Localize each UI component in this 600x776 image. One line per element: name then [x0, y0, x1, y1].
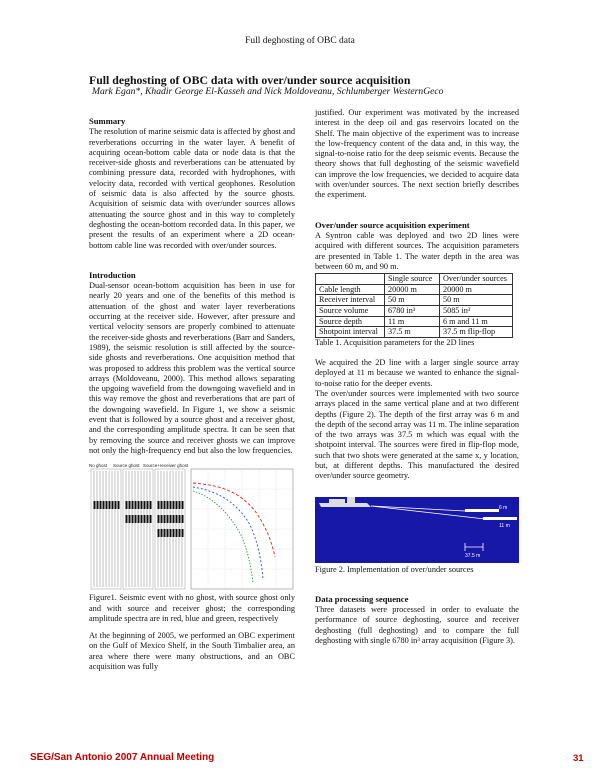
seismic-event-wiggle — [126, 515, 128, 523]
table-cell: 20000 m — [385, 284, 440, 295]
seismic-event-wiggle — [179, 529, 181, 537]
seismic-event-wiggle — [109, 501, 111, 509]
seismic-event-wiggle — [173, 515, 175, 523]
figure2-graphic — [315, 487, 519, 563]
table-row — [316, 295, 513, 306]
seismic-event-wiggle — [176, 529, 178, 537]
table-cell: Source volume — [316, 305, 385, 316]
seismic-event-wiggle — [126, 501, 128, 509]
seismic-event-wiggle — [179, 515, 181, 523]
seismic-event-wiggle — [176, 501, 178, 509]
seismic-event-wiggle — [173, 501, 175, 509]
table-cell: 37.5 m — [385, 327, 440, 338]
table-cell: Cable length — [316, 284, 385, 295]
figure2-image — [315, 487, 519, 563]
seismic-event-wiggle — [167, 529, 169, 537]
acquisition-text-2: The over/under sources were implemented with two source arrays placed in the same vertical plane and at two different depths (Figure 2). The depth of the first array was 6 m and the depth of the second array was 11 m. The inline separation of the two arrays was 37.5 m which was equal with the shotpoint interval. The sources were fired in flip-flop mode, such that two shots were generated at the same x, y location, but, at different depths. This manufactured the desired over/under source geometry. — [315, 388, 519, 481]
seismic-event-wiggle — [115, 501, 117, 509]
seismic-event-wiggle — [150, 501, 152, 509]
seismic-event-wiggle — [161, 529, 163, 537]
seismic-event-wiggle — [182, 515, 184, 523]
table-cell: 37.5 m flip-flop — [440, 327, 513, 338]
seismic-event-wiggle — [141, 515, 143, 523]
fig1-label-source-ghost: Source ghost — [113, 463, 140, 469]
introduction-text: Dual-sensor ocean-bottom acquisition has been in use for nearly 20 years and one of the benefits of this method is attenuation of the ghost and water layer reverberations occurring at the receiver side. However, after pressure and vertical velocity sensors are properly combined to attenuate the receiver-side ghosts and reverberations (Barr and Sanders, 1989), the seismic resolution is still affected by the source-side ghosts and reverberations. One acquisition method that was proposed to address this problem was the vertical source arrays (Moldoveanu, 2000). This method allows separating the upgoing wavefield from the downgoing wavefield and in this way remove the ghost and reverberations that are part of the downgoing wavefield. In Figure 1, we show a seismic event that is followed by a source ghost and a receiver ghost, and the corresponding amplitude spectra. It can be seen that by removing the source and receiver ghosts we can improve not only the high-frequency end but also the low frequencies. — [89, 281, 295, 455]
seismic-event-wiggle — [158, 515, 160, 523]
seismic-event-wiggle — [164, 501, 166, 509]
processing-heading: Data processing sequence — [315, 593, 409, 604]
seismic-event-wiggle — [106, 501, 108, 509]
seismic-event-wiggle — [135, 515, 137, 523]
paper-title: Full deghosting of OBC data with over/under source acquisition — [89, 73, 411, 87]
table-row — [316, 284, 513, 295]
seismic-event-wiggle — [118, 501, 120, 509]
seismic-event-wiggle — [182, 529, 184, 537]
seismic-event-wiggle — [176, 515, 178, 523]
seismic-event-wiggle — [158, 501, 160, 509]
figure1-graphic — [89, 461, 295, 591]
seismic-event-wiggle — [141, 501, 143, 509]
seismic-event-wiggle — [135, 501, 137, 509]
seismic-event-wiggle — [170, 501, 172, 509]
table-row — [316, 327, 513, 338]
right-column — [315, 108, 519, 646]
sea-background — [315, 487, 519, 563]
table-header-cell: Over/under sources — [440, 274, 513, 285]
sky-band — [315, 487, 519, 497]
table-cell: 6 m and 11 m — [440, 316, 513, 327]
table-cell: 6780 in³ — [385, 305, 440, 316]
seismic-event-wiggle — [112, 501, 114, 509]
table-cell: 50 m — [385, 295, 440, 306]
seismic-event-wiggle — [147, 515, 149, 523]
table-cell: Source depth — [316, 316, 385, 327]
figure2-caption: Figure 2. Implementation of over/under sources — [315, 564, 474, 574]
left-column — [89, 116, 295, 672]
table-cell: Shotpoint interval — [316, 327, 385, 338]
figure1-caption: Figure1. Seismic event with no ghost, with source ghost only and with source and receiver ghost; the corresponding amplitude spectra are in red, blue and green, respectively — [89, 593, 295, 623]
fig2-label-6m: 6 m — [499, 504, 508, 511]
overunder-text: A Syntron cable was deployed and two 2D lines were acquired with different sources. The acquisition parameters are presented in Table 1. The water depth in the area was between 60 m, and 90 m. — [315, 230, 519, 271]
overunder-heading: Over/under source acquisition experiment — [315, 219, 470, 230]
seismic-event-wiggle — [164, 529, 166, 537]
acquisition-text-1: We acquired the 2D line with a larger single source array deployed at 11 m because we wanted to enhance the signal-to-noise ratio for the deeper events. — [315, 358, 519, 388]
table-header-cell: Single source — [385, 274, 440, 285]
table-header-cell — [316, 274, 385, 285]
figure1-image — [89, 461, 295, 591]
seismic-event-wiggle — [138, 501, 140, 509]
seismic-event-wiggle — [170, 515, 172, 523]
paper-authors: Mark Egan*, Khadir George El-Kasseh and Nick Moldoveanu, Schlumberger WesternGeco — [92, 86, 444, 97]
table-cell: 5085 in³ — [440, 305, 513, 316]
seismic-event-wiggle — [182, 501, 184, 509]
seismic-event-wiggle — [161, 515, 163, 523]
running-header: Full deghosting of OBC data — [245, 36, 355, 46]
upper-source-array-icon — [465, 509, 499, 512]
seismic-event-wiggle — [167, 515, 169, 523]
acquisition-table — [315, 273, 513, 338]
seismic-event-wiggle — [97, 501, 99, 509]
seismic-event-wiggle — [100, 501, 102, 509]
table-cell: Receiver interval — [316, 295, 385, 306]
footer-meeting: SEG/San Antonio 2007 Annual Meeting — [30, 752, 215, 763]
seismic-event-wiggle — [173, 529, 175, 537]
table-cell: 20000 m — [440, 284, 513, 295]
seismic-event-wiggle — [150, 515, 152, 523]
seismic-event-wiggle — [132, 501, 134, 509]
fig2-label-37m: 37.5 m — [465, 552, 481, 559]
seismic-event-wiggle — [164, 515, 166, 523]
seismic-event-wiggle — [147, 501, 149, 509]
seismic-event-wiggle — [167, 501, 169, 509]
right-top-text: justified. Our experiment was motivated by the increased interest in the deep oil and gas reservoirs located on the Shelf. The main objective of the experiment was to increase the low-frequency content of the data and, in this way, the signal-to-noise ratio for the deep seismic events. Because the theory shows that full deghosting of the seismic wavefield can improve the low frequencies, we decided to acquire data with over/under sources. The next section briefly describes the experiment. — [315, 108, 519, 200]
table-cell: 11 m — [385, 316, 440, 327]
seismic-event-wiggle — [158, 529, 160, 537]
processing-text: Three datasets were processed in order to evaluate the performance of source deghosting, source and receiver deghosting (full deghosting) and to compare the full deghosting with single 6780 in³ array acquisition (Figure 3). — [315, 605, 519, 646]
intro-continued-text: At the beginning of 2005, we performed an OBC experiment on the Gulf of Mexico Shelf, in the South Timbalier area, an area where there were many obstructions, and an OBC acquisition was fully — [89, 631, 295, 671]
introduction-heading: Introduction — [89, 269, 136, 280]
seismic-event-wiggle — [129, 501, 131, 509]
seismic-event-wiggle — [94, 501, 96, 509]
seismic-event-wiggle — [161, 501, 163, 509]
summary-text: The resolution of marine seismic data is affected by ghost and reverberations occurring in the water layer. A benefit of acquiring ocean-bottom cable data or node data is that the receiver-side ghosts and reverberations can be attenuated by combining pressure data, recorded with hydrophones, with velocity data, recorded with vertical geophones. Resolution of seismic data is also affected by the source ghosts. Acquisition of seismic data with over/under sources allows attenuating the source ghost and in this way to completely deghosting the ocean-bottom recorded data. In this paper, we present the results of an experiment where a 2D ocean-bottom cable line was recorded with over/under sources. — [89, 127, 295, 250]
fig2-label-11m: 11 m — [499, 522, 510, 529]
seismic-event-wiggle — [129, 515, 131, 523]
seismic-event-wiggle — [138, 515, 140, 523]
fig1-label-no-ghost: No ghost — [89, 463, 108, 469]
page-number: 31 — [573, 753, 584, 764]
summary-heading: Summary — [89, 116, 126, 126]
seismic-event-wiggle — [144, 515, 146, 523]
fig1-label-both-ghost: Source+receiver ghost — [143, 463, 189, 469]
seismic-event-wiggle — [144, 501, 146, 509]
table-row — [316, 305, 513, 316]
table-row — [316, 316, 513, 327]
seismic-event-wiggle — [103, 501, 105, 509]
table1-caption: Table 1. Acquisition parameters for the 2D lines — [315, 337, 475, 347]
lower-source-array-icon — [483, 517, 517, 520]
table-header-row — [316, 274, 513, 285]
table-cell: 50 m — [440, 295, 513, 306]
seismic-event-wiggle — [170, 529, 172, 537]
seismic-event-wiggle — [132, 515, 134, 523]
seismic-event-wiggle — [179, 501, 181, 509]
